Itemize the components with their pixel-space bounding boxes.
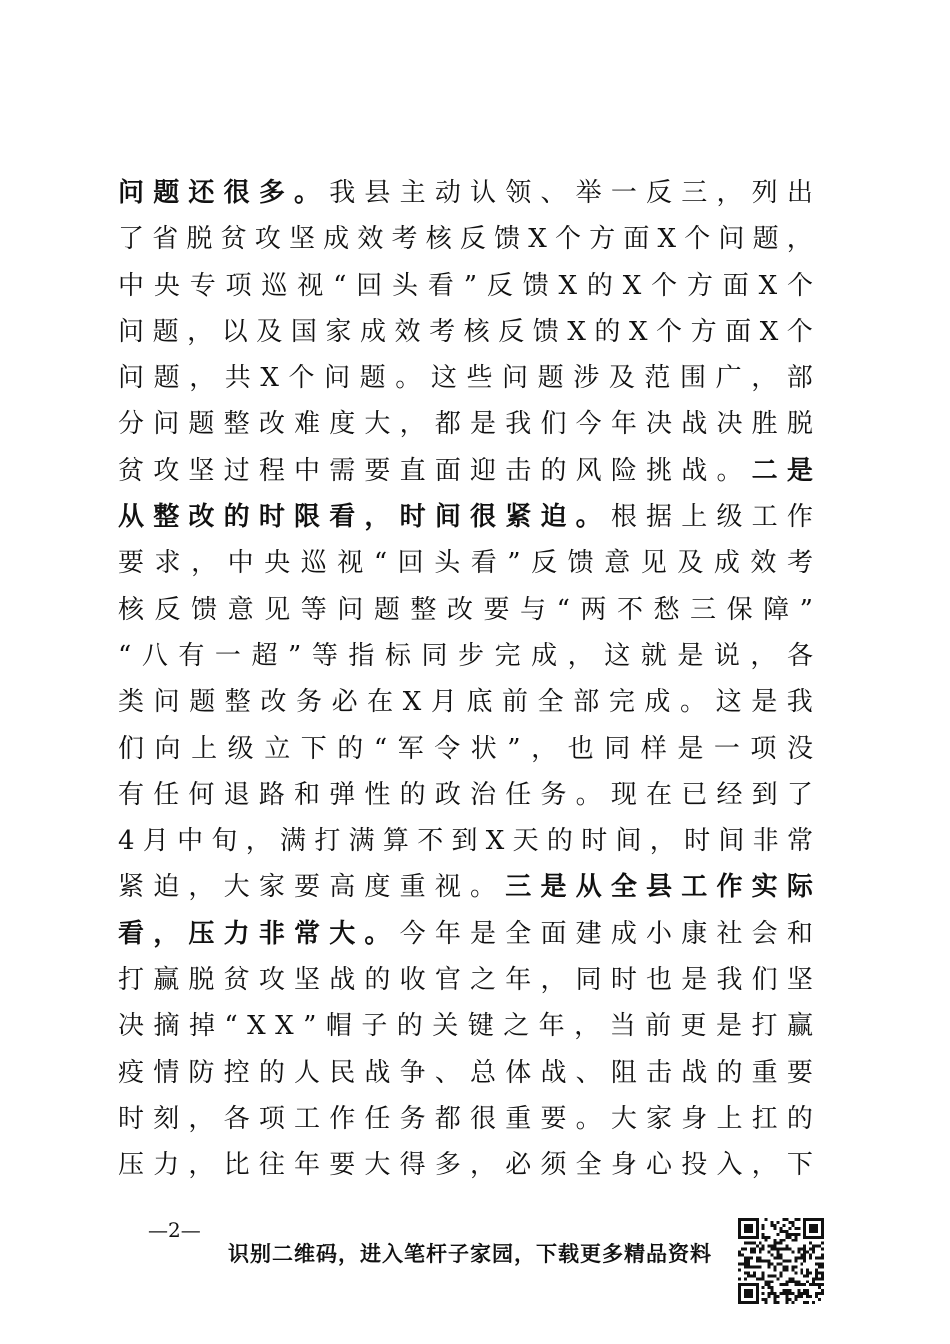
text-line: 分 问 题 整 改 难 度 大 ， 都 是 我 们 今 年 决 战 决 胜 脱 — [118, 409, 813, 440]
text-line: 问 题 ， 共 X 个 问 题 。 这 些 问 题 涉 及 范 围 广 ， 部 — [118, 363, 813, 394]
text-line: 要 求 ， 中 央 巡 视 “ 回 头 看 ” 反 馈 意 见 及 成 效 考 — [118, 548, 813, 579]
document-body — [118, 170, 813, 1189]
text-line: 紧 迫 ， 大 家 要 高 度 重 视 。 三 是 从 全 县 工 作 实 际 — [118, 872, 813, 903]
text-line: 问 题 还 很 多 。 我 县 主 动 认 领 、 举 一 反 三 ， 列 出 — [118, 178, 813, 208]
text-line: 们 向 上 级 立 下 的 “ 军 令 状 ” ， 也 同 样 是 一 项 没 — [118, 733, 813, 764]
text-line: 疫 情 防 控 的 人 民 战 争 、 总 体 战 、 阻 击 战 的 重 要 — [118, 1057, 813, 1088]
text-line: 中 央 专 项 巡 视 “ 回 头 看 ” 反 馈 X 的 X 个 方 面 X 个 — [118, 270, 813, 301]
text-line: 4 月 中 旬 ， 满 打 满 算 不 到 X 天 的 时 间 ， 时 间 非 常 — [118, 826, 813, 857]
page-number: —2— — [148, 1218, 201, 1242]
text-line: 核 反 馈 意 见 等 问 题 整 改 要 与 “ 两 不 愁 三 保 障 ” — [118, 594, 813, 625]
text-line: 类 问 题 整 改 务 必 在 X 月 底 前 全 部 完 成 。 这 是 我 — [118, 687, 813, 718]
text-line: 了 省 脱 贫 攻 坚 成 效 考 核 反 馈 X 个 方 面 X 个 问 题 ， — [118, 224, 813, 255]
text-line: “ 八 有 一 超 ” 等 指 标 同 步 完 成 ， 这 就 是 说 ， 各 — [118, 640, 813, 671]
text-line: 看 ， 压 力 非 常 大 。 今 年 是 全 面 建 成 小 康 社 会 和 — [118, 918, 813, 949]
text-line: 决 摘 掉 “ X X ” 帽 子 的 关 键 之 年 ， 当 前 更 是 打 赢 — [118, 1011, 813, 1042]
text-line: 打 赢 脱 贫 攻 坚 战 的 收 官 之 年 ， 同 时 也 是 我 们 坚 — [118, 965, 813, 996]
text-line: 从 整 改 的 时 限 看 ， 时 间 很 紧 迫 。 根 据 上 级 工 作 — [118, 502, 813, 533]
text-line: 有 任 何 退 路 和 弹 性 的 政 治 任 务 。 现 在 已 经 到 了 — [118, 779, 813, 810]
qr-code-icon[interactable] — [738, 1218, 824, 1304]
text-line: 压 力 ， 比 往 年 要 大 得 多 ， 必 须 全 身 心 投 入 ， 下 — [118, 1150, 813, 1181]
footer-note: 识别二维码，进入笔杆子家园，下载更多精品资料 — [228, 1242, 712, 1266]
text-line: 贫 攻 坚 过 程 中 需 要 直 面 迎 击 的 风 险 挑 战 。 二 是 — [118, 455, 813, 486]
text-line: 时 刻 ， 各 项 工 作 任 务 都 很 重 要 。 大 家 身 上 扛 的 — [118, 1103, 813, 1134]
text-line: 问 题 ， 以 及 国 家 成 效 考 核 反 馈 X 的 X 个 方 面 X 个 — [118, 316, 813, 347]
